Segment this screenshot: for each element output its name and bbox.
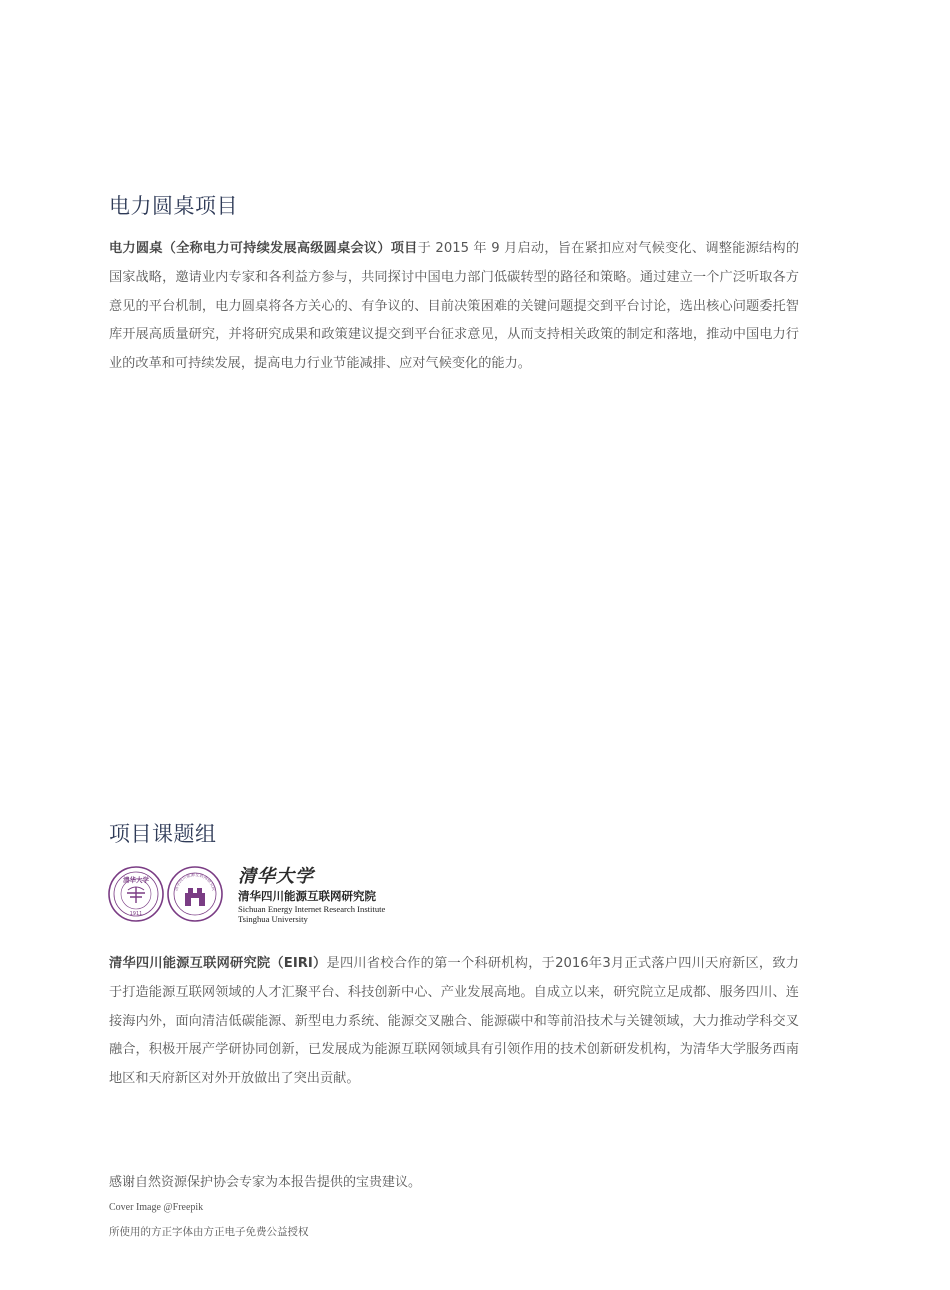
- eiri-name-cn: 清华四川能源互联网研究院: [238, 889, 376, 903]
- eiri-wordmark: [238, 866, 408, 924]
- eiri-seal-icon: [167, 866, 223, 922]
- power-roundtable-lead: 电力圆桌（全称电力可持续发展高级圆桌会议）项目: [109, 241, 418, 256]
- section-title-power-roundtable: 电力圆桌项目: [109, 194, 238, 218]
- eiri-description: [109, 950, 799, 1094]
- eiri-lead: 清华四川能源互联网研究院（EIRI）: [109, 956, 327, 971]
- svg-text:清华四川能源互联网研究院: 清华四川能源互联网研究院: [173, 871, 217, 892]
- power-roundtable-body: 于 2015 年 9 月启动，旨在紧扣应对气候变化、调整能源结构的国家战略，邀请业内专家和各利益方参与，共同探讨中国电力部门低碳转型的路径和策略。通过建立一个广泛听取各方意见的平台机制，电力圆桌将各方关心的、有争议的、目前决策困难的关键问题提交到平台讨论，选出核心问题委托智库开展高质量研究，并将研究成果和政策建议提交到平台征求意见，从而支持相关政策的制定和落地，推动中国电力行业的改革和可持续发展，提高电力行业节能减排、应对气候变化的能力。: [109, 241, 800, 372]
- svg-text:清华大学: 清华大学: [123, 876, 149, 884]
- svg-text:1911: 1911: [129, 911, 143, 917]
- institution-logos: [108, 866, 408, 926]
- cover-image-credit: Cover Image @Freepik: [109, 1202, 204, 1213]
- eiri-body: 是四川省校合作的第一个科研机构，于2016年3月正式落户四川天府新区，致力于打造能源互联网领域的人才汇聚平台、科技创新中心、产业发展高地。自成立以来，研究院立足成都、服务四川、连接海内外，面向清洁低碳能源、新型电力系统、能源交叉融合、能源碳中和等前沿技术与关键领域，大力推动学科交叉融合，积极开展产学研协同创新，已发展成为能源互联网领域具有引领作用的技术创新研发机构，为清华大学服务西南地区和天府新区对外开放做出了突出贡献。: [109, 956, 799, 1087]
- eiri-name-en: Sichuan Energy Internet Research Institute: [238, 904, 386, 914]
- power-roundtable-description: [109, 235, 799, 379]
- tsinghua-calligraphy: 清华大学: [238, 866, 314, 887]
- tsinghua-name-en: Tsinghua University: [238, 914, 308, 924]
- acknowledgement: 感谢自然资源保护协会专家为本报告提供的宝贵建议。: [109, 1175, 422, 1190]
- font-license-note: 所使用的方正字体由方正电子免费公益授权: [109, 1226, 309, 1238]
- tsinghua-seal-icon: [108, 866, 164, 922]
- section-title-project-team: 项目课题组: [109, 822, 217, 846]
